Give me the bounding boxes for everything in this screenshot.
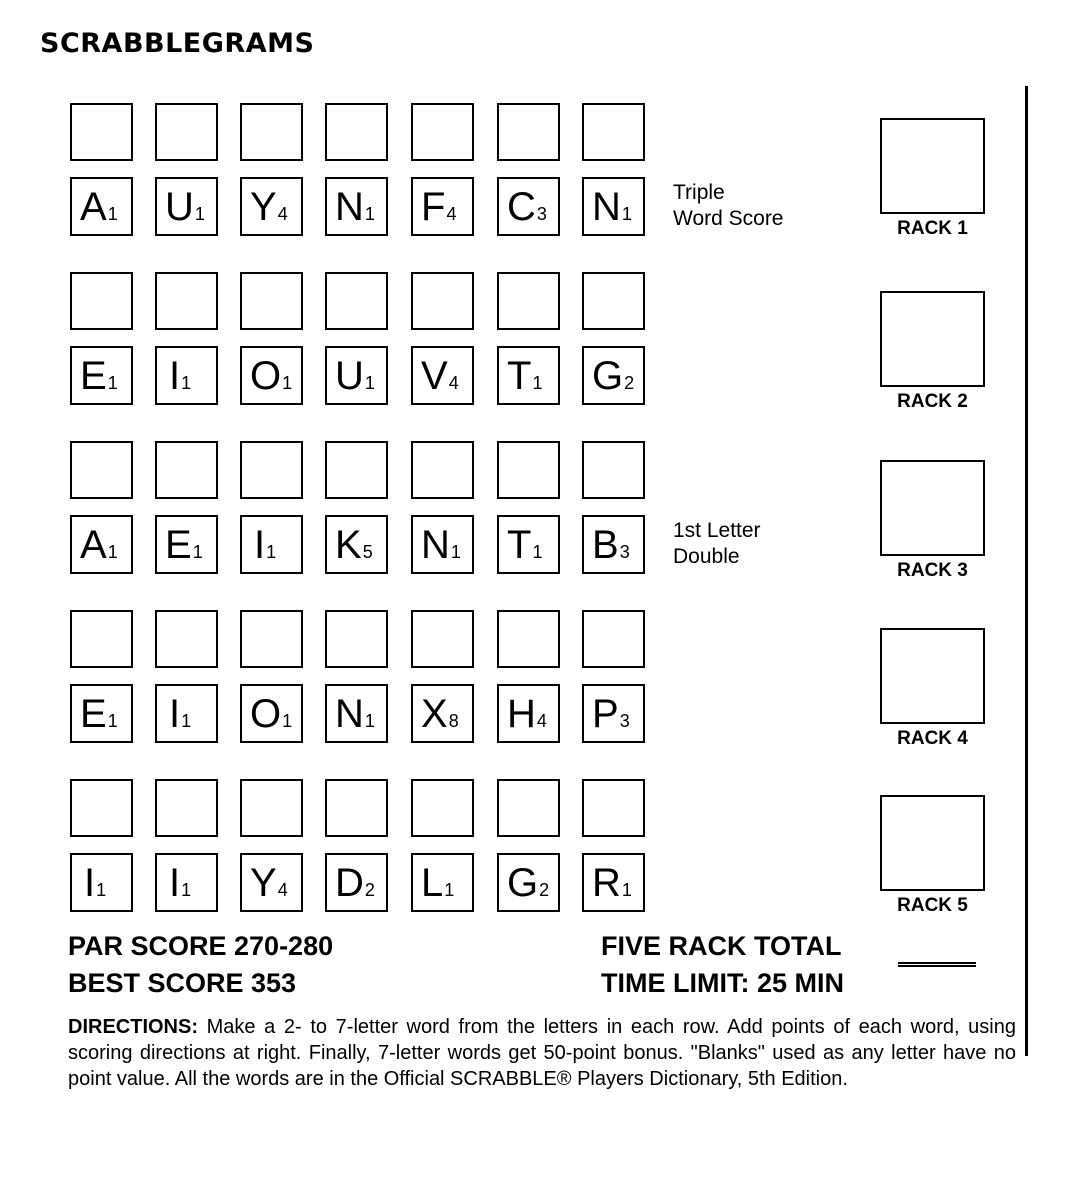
tile-value: 3 bbox=[619, 711, 630, 731]
directions-text: Make a 2- to 7-letter word from the letters in each row. Add points of each word, using scoring directions at right. Finally, 7-letter words get 50-point bonus. "Blanks" used as any letter have no point value. All the words are in the Official SCRABBLE® Players Dictionary, 5th Edition. bbox=[68, 1016, 1016, 1090]
rack-score-box[interactable] bbox=[880, 628, 985, 724]
bonus-instruction: Double bbox=[673, 545, 740, 568]
tile-value: 1 bbox=[107, 542, 118, 562]
par-score: PAR SCORE 270-280 bbox=[68, 931, 334, 961]
letter-tile[interactable] bbox=[582, 346, 645, 405]
answer-box[interactable] bbox=[325, 103, 388, 161]
tile-letter: I bbox=[169, 861, 181, 905]
tile-letter: A bbox=[80, 185, 107, 229]
best-score: BEST SCORE 353 bbox=[68, 968, 297, 998]
letter-tile[interactable] bbox=[70, 853, 133, 912]
tile-letter: N bbox=[592, 185, 621, 229]
letter-tile[interactable] bbox=[325, 177, 388, 236]
tile-letter: Y bbox=[250, 185, 277, 229]
rack-score-box[interactable] bbox=[880, 118, 985, 214]
answer-box[interactable] bbox=[497, 103, 560, 161]
tile-letter: I bbox=[169, 692, 181, 736]
letter-tile[interactable] bbox=[411, 684, 474, 743]
letter-tile[interactable] bbox=[497, 853, 560, 912]
tile-value: 1 bbox=[194, 204, 205, 224]
letter-tile[interactable] bbox=[411, 853, 474, 912]
bonus-instruction: 1st Letter bbox=[673, 519, 761, 542]
letter-tile[interactable] bbox=[497, 684, 560, 743]
tile-value: 1 bbox=[107, 711, 118, 731]
answer-box[interactable] bbox=[411, 103, 474, 161]
tile-letter: Y bbox=[250, 861, 277, 905]
answer-box[interactable] bbox=[497, 779, 560, 837]
tile-value: 1 bbox=[266, 542, 277, 562]
tile-letter: I bbox=[84, 861, 96, 905]
letter-tile[interactable] bbox=[240, 684, 303, 743]
tile-value: 1 bbox=[364, 711, 375, 731]
tile-letter: R bbox=[592, 861, 621, 905]
tile-value: 1 bbox=[181, 880, 192, 900]
tile-value: 4 bbox=[277, 204, 288, 224]
answer-box[interactable] bbox=[497, 272, 560, 330]
answer-box[interactable] bbox=[155, 272, 218, 330]
tile-letter: A bbox=[80, 523, 107, 567]
tile-value: 3 bbox=[536, 204, 547, 224]
answer-box[interactable] bbox=[240, 441, 303, 499]
letter-tile[interactable] bbox=[70, 346, 133, 405]
rack-label: RACK 4 bbox=[897, 728, 968, 749]
answer-box[interactable] bbox=[325, 272, 388, 330]
bonus-instruction: Triple bbox=[673, 181, 725, 204]
tile-letter: D bbox=[335, 861, 364, 905]
tile-value: 1 bbox=[107, 204, 118, 224]
tile-value: 8 bbox=[448, 711, 459, 731]
answer-box[interactable] bbox=[155, 610, 218, 668]
tile-letter: E bbox=[165, 523, 192, 567]
letter-tile[interactable] bbox=[497, 346, 560, 405]
five-rack-total-label: FIVE RACK TOTAL bbox=[601, 931, 842, 961]
tile-value: 4 bbox=[448, 373, 459, 393]
tile-letter: O bbox=[250, 692, 282, 736]
answer-box[interactable] bbox=[240, 610, 303, 668]
tile-value: 2 bbox=[624, 373, 635, 393]
tile-letter: I bbox=[254, 523, 266, 567]
letter-tile[interactable] bbox=[240, 177, 303, 236]
rack-score-box[interactable] bbox=[880, 291, 985, 387]
tile-value: 1 bbox=[444, 880, 455, 900]
letter-tile[interactable] bbox=[155, 684, 218, 743]
tile-letter: E bbox=[80, 354, 107, 398]
tile-value: 1 bbox=[96, 880, 107, 900]
tile-letter: L bbox=[421, 861, 444, 905]
rack-score-box[interactable] bbox=[880, 795, 985, 891]
answer-box[interactable] bbox=[240, 779, 303, 837]
tile-value: 1 bbox=[532, 542, 543, 562]
rack-label: RACK 1 bbox=[897, 218, 968, 239]
answer-box[interactable] bbox=[70, 441, 133, 499]
tile-letter: K bbox=[335, 523, 362, 567]
directions bbox=[68, 1014, 1016, 1092]
answer-box[interactable] bbox=[497, 610, 560, 668]
letter-tile[interactable] bbox=[582, 684, 645, 743]
tile-value: 1 bbox=[364, 204, 375, 224]
bonus-instruction: Word Score bbox=[673, 207, 784, 230]
tile-letter: X bbox=[421, 692, 448, 736]
tile-value: 5 bbox=[362, 542, 373, 562]
time-limit: TIME LIMIT: 25 MIN bbox=[601, 968, 844, 998]
letter-tile[interactable] bbox=[582, 853, 645, 912]
answer-box[interactable] bbox=[325, 779, 388, 837]
tile-value: 4 bbox=[446, 204, 457, 224]
letter-tile[interactable] bbox=[70, 515, 133, 574]
tile-value: 1 bbox=[282, 373, 293, 393]
letter-tile[interactable] bbox=[325, 853, 388, 912]
tile-value: 4 bbox=[536, 711, 547, 731]
tile-letter: G bbox=[592, 354, 624, 398]
tile-value: 1 bbox=[364, 373, 375, 393]
answer-box[interactable] bbox=[582, 272, 645, 330]
letter-tile[interactable] bbox=[325, 515, 388, 574]
tile-letter: I bbox=[169, 354, 181, 398]
answer-box[interactable] bbox=[70, 779, 133, 837]
answer-box[interactable] bbox=[155, 779, 218, 837]
letter-tile[interactable] bbox=[240, 515, 303, 574]
tile-letter: U bbox=[165, 185, 194, 229]
letter-tile[interactable] bbox=[70, 684, 133, 743]
letter-tile[interactable] bbox=[240, 346, 303, 405]
tile-letter: T bbox=[507, 354, 532, 398]
tile-value: 2 bbox=[364, 880, 375, 900]
letter-tile[interactable] bbox=[411, 346, 474, 405]
rack-label: RACK 3 bbox=[897, 560, 968, 581]
answer-box[interactable] bbox=[582, 441, 645, 499]
letter-tile[interactable] bbox=[582, 177, 645, 236]
tile-letter: O bbox=[250, 354, 282, 398]
letter-tile[interactable] bbox=[411, 177, 474, 236]
answer-box[interactable] bbox=[70, 272, 133, 330]
tile-letter: V bbox=[421, 354, 448, 398]
tile-value: 1 bbox=[192, 542, 203, 562]
tile-value: 2 bbox=[539, 880, 550, 900]
answer-box[interactable] bbox=[240, 272, 303, 330]
answer-box[interactable] bbox=[582, 103, 645, 161]
answer-box[interactable] bbox=[325, 610, 388, 668]
answer-box[interactable] bbox=[497, 441, 560, 499]
answer-box[interactable] bbox=[411, 779, 474, 837]
answer-box[interactable] bbox=[582, 779, 645, 837]
tile-value: 1 bbox=[107, 373, 118, 393]
tile-letter: U bbox=[335, 354, 364, 398]
rack-score-box[interactable] bbox=[880, 460, 985, 556]
tile-letter: E bbox=[80, 692, 107, 736]
answer-box[interactable] bbox=[70, 103, 133, 161]
letter-tile[interactable] bbox=[155, 515, 218, 574]
rack-label: RACK 2 bbox=[897, 391, 968, 412]
letter-tile[interactable] bbox=[70, 177, 133, 236]
answer-box[interactable] bbox=[155, 441, 218, 499]
answer-box[interactable] bbox=[582, 610, 645, 668]
tile-value: 1 bbox=[621, 204, 632, 224]
tile-value: 1 bbox=[532, 373, 543, 393]
five-rack-total-input[interactable] bbox=[898, 962, 976, 967]
answer-box[interactable] bbox=[70, 610, 133, 668]
answer-box[interactable] bbox=[240, 103, 303, 161]
tile-value: 1 bbox=[450, 542, 461, 562]
letter-tile[interactable] bbox=[582, 515, 645, 574]
puzzle-title: SCRABBLEGRAMS bbox=[40, 28, 315, 59]
letter-tile[interactable] bbox=[411, 515, 474, 574]
letter-tile[interactable] bbox=[497, 177, 560, 236]
tile-letter: T bbox=[507, 523, 532, 567]
tile-letter: H bbox=[507, 692, 536, 736]
letter-tile[interactable] bbox=[240, 853, 303, 912]
tile-letter: F bbox=[421, 185, 446, 229]
vertical-divider bbox=[1025, 86, 1028, 1056]
answer-box[interactable] bbox=[325, 441, 388, 499]
directions-label: DIRECTIONS: bbox=[68, 1016, 198, 1038]
tile-value: 1 bbox=[282, 711, 293, 731]
tile-value: 1 bbox=[181, 711, 192, 731]
letter-tile[interactable] bbox=[155, 853, 218, 912]
letter-tile[interactable] bbox=[325, 684, 388, 743]
tile-letter: C bbox=[507, 185, 536, 229]
tile-value: 4 bbox=[277, 880, 288, 900]
letter-tile[interactable] bbox=[155, 177, 218, 236]
tile-value: 1 bbox=[181, 373, 192, 393]
answer-box[interactable] bbox=[155, 103, 218, 161]
tile-letter: N bbox=[335, 692, 364, 736]
tile-letter: B bbox=[592, 523, 619, 567]
answer-box[interactable] bbox=[411, 610, 474, 668]
tile-letter: P bbox=[592, 692, 619, 736]
answer-box[interactable] bbox=[411, 441, 474, 499]
tile-letter: G bbox=[507, 861, 539, 905]
tile-letter: N bbox=[421, 523, 450, 567]
tile-value: 1 bbox=[621, 880, 632, 900]
tile-letter: N bbox=[335, 185, 364, 229]
letter-tile[interactable] bbox=[325, 346, 388, 405]
rack-label: RACK 5 bbox=[897, 895, 968, 916]
answer-box[interactable] bbox=[411, 272, 474, 330]
letter-tile[interactable] bbox=[497, 515, 560, 574]
letter-tile[interactable] bbox=[155, 346, 218, 405]
tile-value: 3 bbox=[619, 542, 630, 562]
